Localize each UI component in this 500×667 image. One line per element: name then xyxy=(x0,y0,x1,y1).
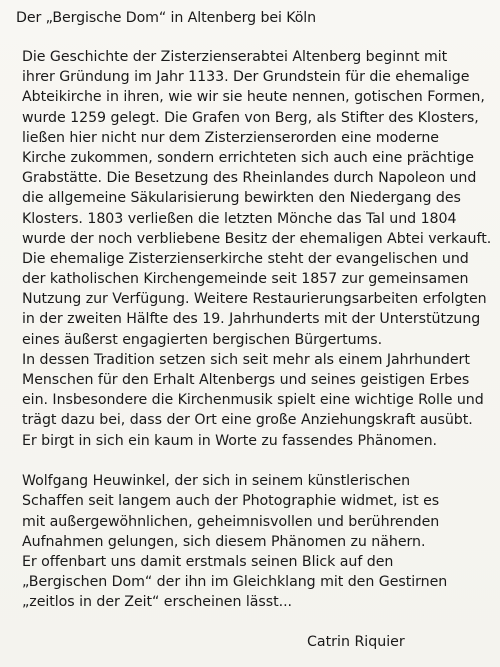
text-line: Kirche zukommen, sondern errichteten sich auch eine prächtige xyxy=(22,149,474,166)
text-line: ließen hier nicht nur dem Zisterzienserorden eine moderne xyxy=(22,129,439,146)
text-line: die allgemeine Säkularisierung bewirkten den Niedergang des xyxy=(22,190,461,207)
text-line: wurde der noch verbliebene Besitz der ehemaligen Abtei verkauft. xyxy=(22,230,492,247)
text-line: Grabstätte. Die Besetzung des Rheinlandes durch Napoleon und xyxy=(22,170,477,187)
text-line: Klosters. 1803 verließen die letzten Mönche das Tal und 1804 xyxy=(22,210,457,227)
text-line: Aufnahmen gelungen, sich diesem Phänomen zu nähern. xyxy=(22,533,426,550)
page-title: Der „Bergische Dom“ in Altenberg bei Köln xyxy=(16,10,317,26)
text-line: Abteikirche in ihren, wie wir sie heute nennen, gotischen Formen, xyxy=(22,89,485,106)
text-line: Menschen für den Erhalt Altenbergs und seines geistigen Erbes xyxy=(22,372,470,388)
text-line: In dessen Tradition setzen sich seit mehr als einem Jahrhundert xyxy=(22,351,470,368)
document-body xyxy=(22,47,498,612)
text-line: in der zweiten Hälfte des 19. Jahrhunderts mit der Unterstützung xyxy=(22,311,481,328)
text-line: trägt dazu bei, dass der Ort eine große Anziehungskraft ausübt. xyxy=(22,412,473,429)
text-line: Die Geschichte der Zisterzienserabtei Altenberg beginnt mit xyxy=(22,49,448,65)
text-line: mit außergewöhnlichen, geheimnisvollen und berührenden xyxy=(22,513,440,530)
text-line: Nutzung zur Verfügung. Weitere Restaurierungsarbeiten erfolgten xyxy=(22,291,487,308)
paragraph-spacer xyxy=(22,451,498,471)
text-line: ein. Insbesondere die Kirchenmusik spielt eine wichtige Rolle und xyxy=(22,392,484,409)
text-line: Wolfgang Heuwinkel, der sich in seinem künstlerischen xyxy=(22,473,411,490)
text-line: „zeitlos in der Zeit“ erscheinen lässt... xyxy=(22,594,292,611)
text-line: Die ehemalige Zisterzienserkirche steht der evangelischen und xyxy=(22,250,469,267)
text-line: Schaffen seit langem auch der Photographie widmet, ist es xyxy=(22,493,440,510)
paragraph-1 xyxy=(22,47,498,451)
text-line: eines äußerst engagierten bergischen Bürgertums. xyxy=(22,331,383,348)
author-signature: Catrin Riquier xyxy=(307,634,405,650)
paragraph-2 xyxy=(22,471,498,612)
text-line: ihrer Gründung im Jahr 1133. Der Grundstein für die ehemalige xyxy=(22,69,470,86)
text-line: Er offenbart uns damit erstmals seinen Blick auf den xyxy=(22,553,394,570)
text-line: Er birgt in sich ein kaum in Worte zu fassendes Phänomen. xyxy=(22,432,437,449)
text-line: wurde 1259 gelegt. Die Grafen von Berg, als Stifter des Klosters, xyxy=(22,109,479,126)
text-line: „Bergischen Dom“ der ihn im Gleichklang mit den Gestirnen xyxy=(22,574,448,591)
text-line: der katholischen Kirchengemeinde seit 1857 zur gemeinsamen xyxy=(22,271,469,288)
